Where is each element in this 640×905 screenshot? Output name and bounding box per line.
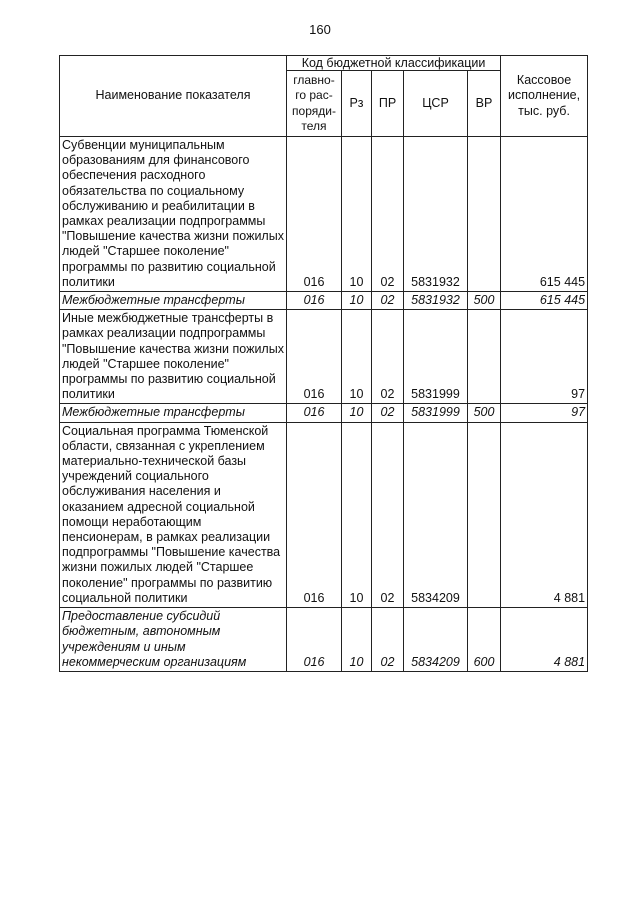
row-grbs: 016 [287, 310, 342, 404]
row-amount: 97 [501, 310, 588, 404]
row-pr: 02 [372, 137, 404, 292]
row-vr [468, 422, 501, 607]
row-amount: 4 881 [501, 608, 588, 672]
row-vr: 600 [468, 608, 501, 672]
row-rz: 10 [342, 310, 372, 404]
row-pr: 02 [372, 292, 404, 310]
row-grbs: 016 [287, 292, 342, 310]
row-pr: 02 [372, 608, 404, 672]
row-pr: 02 [372, 310, 404, 404]
row-pr: 02 [372, 422, 404, 607]
header-csr: ЦСР [404, 71, 468, 137]
table-row [60, 422, 588, 607]
row-vr [468, 310, 501, 404]
row-grbs: 016 [287, 404, 342, 422]
row-amount: 97 [501, 404, 588, 422]
row-name: Предоставление субсидий бюджетным, автономным учреждениям и иным некоммерческим организациям [60, 608, 287, 672]
header-main-manager: главно-го рас-поряди-теля [287, 71, 342, 137]
budget-execution-table [59, 55, 588, 672]
header-pr: ПР [372, 71, 404, 137]
row-rz: 10 [342, 608, 372, 672]
row-name: Субвенции муниципальным образованиям для финансового обеспечения расходного обязательства по социальному обслуживанию и реабилитации в рамках реализации подпрограммы "Повышение качества жизни пожилых людей "Старшее поколение" программы по развитию социальной политики [60, 137, 287, 292]
row-vr: 500 [468, 404, 501, 422]
row-csr: 5831932 [404, 292, 468, 310]
row-grbs: 016 [287, 137, 342, 292]
row-rz: 10 [342, 404, 372, 422]
row-name: Социальная программа Тюменской области, связанная с укреплением материально-технической базы учреждений социального обслуживания населения и оказанием адресной социальной помощи неработающим пенсионерам, в рамках реализации подпрограммы "Повышение качества жизни пожилых людей "Старшее поколение" программы по развитию социальной политики [60, 422, 287, 607]
row-rz: 10 [342, 137, 372, 292]
header-cash-execution: Кассовое исполнение, тыс. руб. [501, 56, 588, 137]
row-csr: 5831932 [404, 137, 468, 292]
row-name: Иные межбюджетные трансферты в рамках реализации подпрограммы "Повышение качества жизни пожилых людей "Старшее поколение" программы по развитию социальной политики [60, 310, 287, 404]
table-row [60, 137, 588, 292]
page-number: 160 [309, 22, 331, 37]
table-row [60, 404, 588, 422]
row-amount: 615 445 [501, 292, 588, 310]
row-grbs: 016 [287, 608, 342, 672]
table-row [60, 310, 588, 404]
row-csr: 5831999 [404, 310, 468, 404]
row-name: Межбюджетные трансферты [60, 404, 287, 422]
header-indicator-name: Наименование показателя [60, 56, 287, 137]
table-row [60, 608, 588, 672]
row-csr: 5834209 [404, 608, 468, 672]
row-grbs: 016 [287, 422, 342, 607]
header-budget-code-group: Код бюджетной классификации [287, 56, 501, 71]
row-amount: 4 881 [501, 422, 588, 607]
row-pr: 02 [372, 404, 404, 422]
row-csr: 5831999 [404, 404, 468, 422]
row-amount: 615 445 [501, 137, 588, 292]
row-vr [468, 137, 501, 292]
table-row [60, 292, 588, 310]
row-rz: 10 [342, 292, 372, 310]
header-rz: Рз [342, 71, 372, 137]
row-vr: 500 [468, 292, 501, 310]
row-name: Межбюджетные трансферты [60, 292, 287, 310]
header-vr: ВР [468, 71, 501, 137]
row-rz: 10 [342, 422, 372, 607]
row-csr: 5834209 [404, 422, 468, 607]
